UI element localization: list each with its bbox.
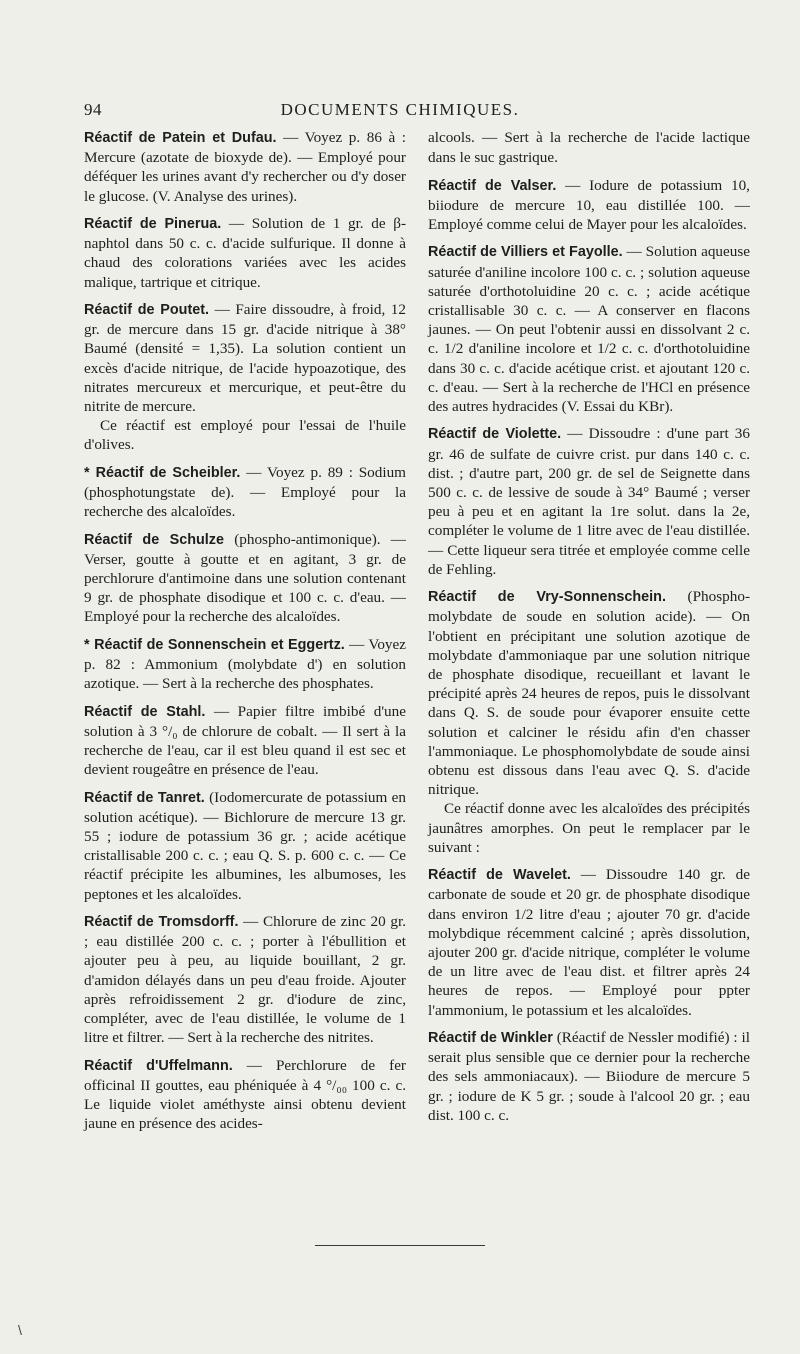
entry-uffelmann-continued — [428, 128, 750, 167]
entry-text: — Voyez p. 89 : Sodium (phosphotungstate de). — Employé pour la recherche des alcaloïdes. — [84, 463, 406, 521]
right-column — [428, 128, 750, 1133]
entry-poutet — [84, 300, 406, 455]
entry-text: — Faire dissoudre, à froid, 12 gr. de mercure dans 15 gr. d'acide nitrique à 38° Baumé (densité = 1,35). La solution contient un excès d'acide nitrique, de l'acide hypoazotique, des nitrates mercureux et mercurique, et peut-être du nitrite de mercure. — [84, 301, 406, 416]
entry-text: — Solution de 1 gr. de β-naphtol dans 50 c. c. d'acide sulfurique. Il donne à chaud des colorations variées avec les acides malique, tartrique et citrique. — [84, 215, 406, 291]
entry-heading: Réactif de Patein et Dufau. — [84, 130, 277, 146]
entry-text: — Solution aqueuse saturée d'aniline incolore 100 c. c. ; solution aqueuse saturée d'orthotoluidine 20 c. c. ; acide acétique cristallisable 30 c. c. — A conserver en flacons jaunes. — On peut l'obtenir aussi en dissolvant 2 c. c. 1/2 d'aniline incolore et 1/2 c. c. d'orthotoluidine dans 30 c. c. d'acide acétique crist. et ajoutant 120 c. c. d'eau. — Sert à la recherche de l'HCl en présence des autres hydracides (V. Essai du KBr). — [428, 243, 750, 416]
entry-heading: Réactif de Tanret. — [84, 789, 205, 806]
entry-text: — Voyez p. 82 : Ammonium (molybdate d') en solution azotique. — Sert à la recherche des phosphates. — [84, 635, 407, 693]
entry-heading: Réactif de Winkler — [428, 1030, 553, 1047]
entry-wavelet — [428, 865, 750, 1020]
entry-heading: Réactif de Schulze — [84, 531, 224, 548]
entry-schulze — [84, 530, 406, 627]
entry-villiers-fayolle — [428, 242, 750, 416]
entry-heading: Réactif de Vry-Sonnenschein. — [428, 589, 666, 606]
left-column — [84, 128, 406, 1142]
entry-heading: * Réactif de Scheibler. — [84, 464, 241, 481]
entry-heading: * Réactif de Sonnenschein et Eggertz. — [84, 636, 345, 653]
entry-text: — Voyez p. 86 à : Mercure (azotate de bioxyde de). — Employé pour déféquer les urines avant d'y rechercher ou d'y doser le glucose. (V. Analyse des urines). — [84, 129, 406, 205]
entry-heading: Réactif de Pinerua. — [84, 216, 222, 232]
entry-text: alcools. — Sert à la recherche de l'acide lactique dans le suc gastrique. — [428, 129, 750, 167]
entry-pinerua — [84, 214, 406, 292]
entry-tromsdorff — [84, 912, 406, 1047]
page-number: 94 — [84, 100, 102, 119]
entry-text: — Chlorure de zinc 20 gr. ; eau distillée 200 c. c. ; porter à l'ébullition et ajouter peu à peu, au liquide bouillant, 2 gr. d'amidon délayés dans un peu d'eau froide. Ajouter après refroidissement 2 gr. d'iodure de zinc, compléter, avec de l'eau distillée, le volume de 1 litre et filtrer. — Sert à la recherche des nitrites. — [84, 913, 406, 1047]
entry-stahl — [84, 702, 406, 780]
entry-text: (Phospho-molybdate de soude en solution acide). — On l'obtient en précipitant une solution azotique de molybdate d'ammoniaque par une solution nitrique de phosphate disodique, recueillant et lavant le précipité après 24 heures de repos, puis le dissolvant dans Q. S. de soude pour évaporer ensuite cette solution et calciner le résidu afin d'en chasser l'ammoniaque. Le phosphomolybdate de soude ainsi obtenu est dissous dans l'eau avec Q. S. d'acide nitrique. — [428, 588, 750, 799]
entry-heading: Réactif de Tromsdorff. — [84, 914, 239, 931]
entry-sonnenschein-eggertz — [84, 635, 406, 694]
entry-text: — Dissoudre : d'une part 36 gr. 46 de sulfate de cuivre crist. pur dans 140 c. c. dist. ; d'autre part, 200 gr. de sel de Seignette dans 500 c. c. de lessive de soude à 34° Baumé ; verser peu à peu et en agitant la 1re solut. dans la 2e, compléter le volume de 1 litre avec de l'eau distillée. — Cette liqueur sera titrée et employée comme celle de Fehling. — [428, 425, 750, 578]
entry-continuation: Ce réactif est employé pour l'essai de l'huile d'olives. — [84, 417, 406, 454]
entry-heading: Réactif de Valser. — [428, 177, 557, 194]
entry-heading: Réactif d'Uffelmann. — [84, 1057, 233, 1074]
margin-mark: \ — [18, 1322, 22, 1338]
entry-patein-dufau — [84, 128, 406, 206]
entry-tanret — [84, 788, 406, 904]
entry-text: — Iodure de potassium 10, biiodure de mercure 10, eau distillée 100. — Employé comme celui de Mayer pour les alcaloïdes. — [428, 176, 750, 233]
entry-text: (Iodomercurate de potassium en solution acétique). — Bichlorure de mercure 13 gr. 55 ; iodure de potassium 36 gr. ; acide acétique cristallisable 200 c. c. ; eau Q. S. p. 600 c. c. — Ce réactif précipite les albumines, les albumoses, les peptones et les alcaloïdes. — [84, 788, 407, 903]
entry-text: (Réactif de Nessler modifié) : il serait plus sensible que ce dernier pour la recherche des sels ammoniacaux). — Biiodure de mercure 5 gr. ; iodure de K 5 gr. ; soude à l'alcool 20 gr. ; eau dist. 100 c. c. — [428, 1029, 750, 1124]
entry-continuation: Ce réactif donne avec les alcaloïdes des précipités jaunâtres amorphes. On peut le remplacer par le suivant : — [428, 800, 750, 856]
entry-heading: Réactif de Violette. — [428, 426, 562, 443]
entry-uffelmann — [84, 1056, 406, 1134]
entry-text: — Dissoudre 140 gr. de carbonate de soude et 20 gr. de phosphate disodique dans environ 1/2 litre d'eau ; ajouter 70 gr. d'acide molybdique récemment calciné ; après dissolution, ajouter 200 gr. d'acide nitrique, compléter le volume de un litre avec de l'eau dist. et filtrer après 24 heures de repos. — Employé pour ppter l'ammonium, le potassium et les alcaloïdes. — [428, 866, 750, 1019]
entry-vry-sonnenschein — [428, 587, 750, 857]
entry-heading: Réactif de Stahl. — [84, 703, 206, 720]
entry-text: — Papier filtre imbibé d'une solution à 3 °/₀ de chlorure de cobalt. — Il sert à la recherche de l'eau, car il est bleu quand il est sec et devient rougeâtre en présence de l'eau. — [84, 702, 406, 779]
entry-violette — [428, 424, 750, 579]
entry-valser — [428, 176, 750, 235]
page-header — [84, 100, 716, 124]
entry-heading: Réactif de Wavelet. — [428, 867, 571, 884]
entry-text: (phospho-antimonique). — Verser, goutte à goutte et en agitant, 3 gr. de perchlorure d'antimoine dans une solution contenant 9 gr. de phosphate disodique et 100 c. c. d'eau. — Employé pour la recherche des alcaloïdes. — [84, 530, 406, 626]
running-title: DOCUMENTS CHIMIQUES. — [280, 100, 520, 119]
entry-heading: Réactif de Villiers et Fayolle. — [428, 244, 623, 261]
entry-heading: Réactif de Poutet. — [84, 302, 210, 318]
entry-scheibler — [84, 463, 406, 522]
entry-text: — Perchlorure de fer officinal II gouttes, eau phéniquée à 4 °/₀₀ 100 c. c. Le liquide violet améthyste ainsi obtenu devient jaune en présence des acides- — [84, 1056, 406, 1133]
section-end-rule — [315, 1245, 485, 1246]
entry-winkler — [428, 1028, 750, 1125]
